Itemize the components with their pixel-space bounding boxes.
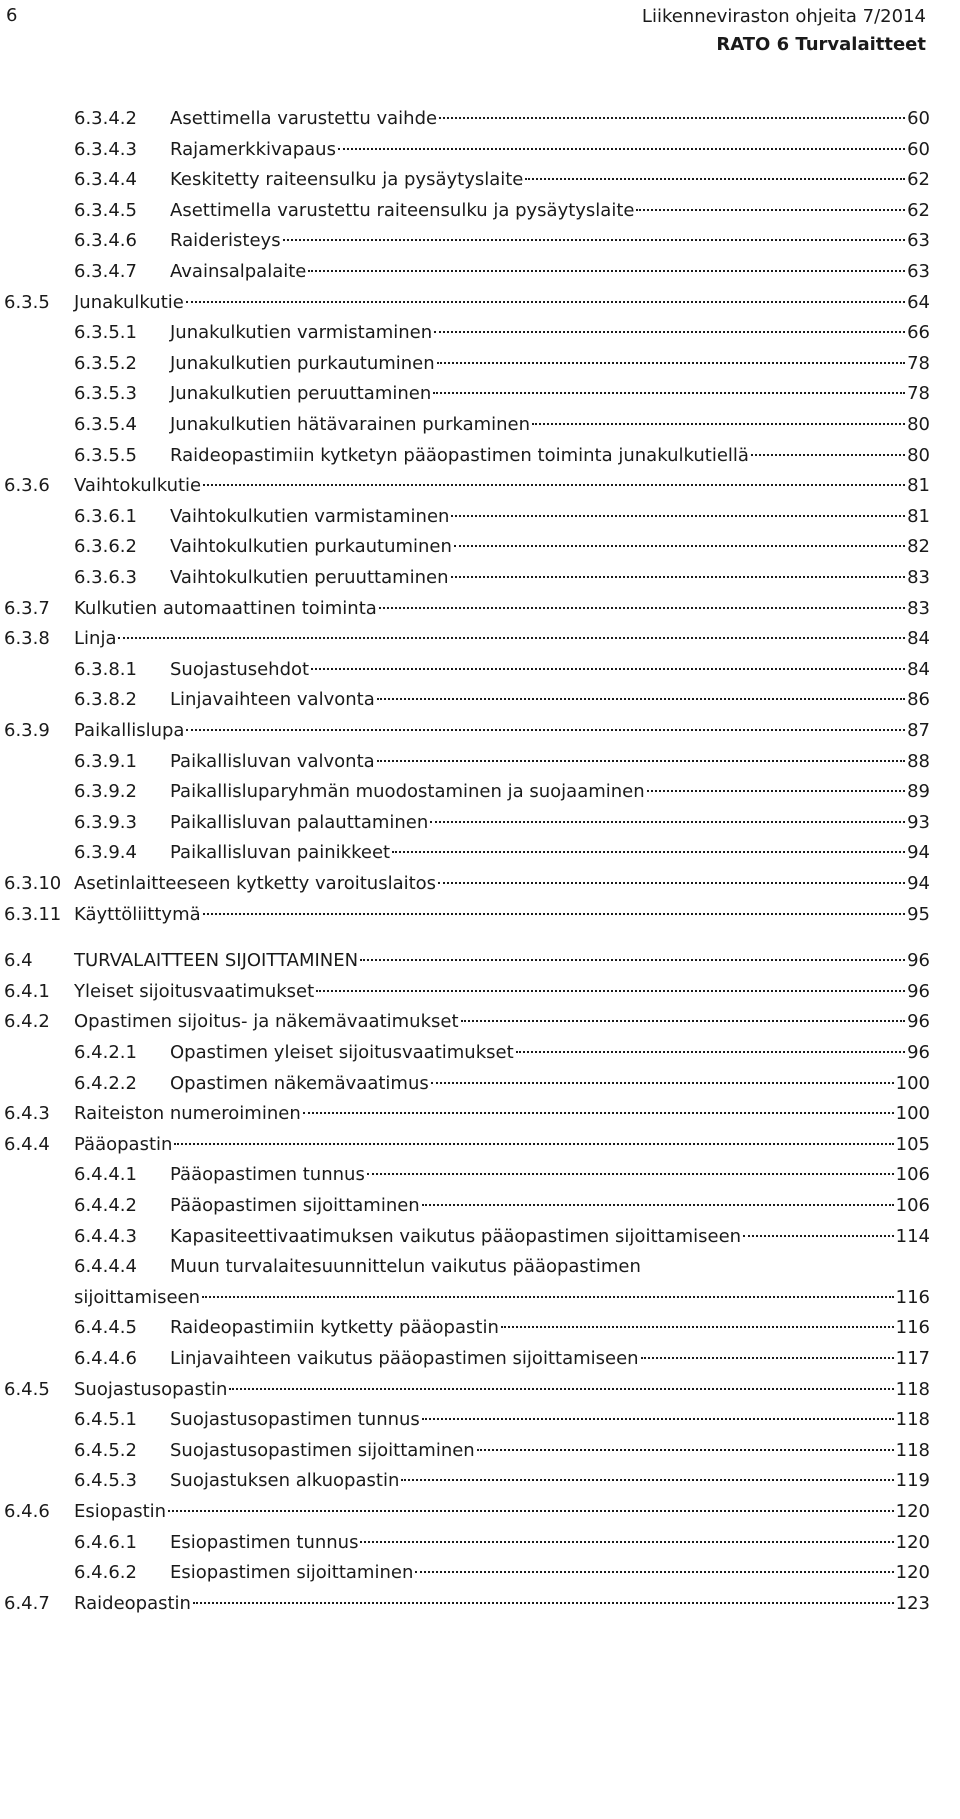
toc-entry[interactable] — [74, 1191, 930, 1221]
toc-number: 6.3.5.4 — [74, 414, 137, 435]
toc-number: 6.3.6.2 — [74, 536, 137, 558]
toc-number: 6.3.5.2 — [74, 352, 137, 374]
toc-number: 6.3.8 — [4, 628, 50, 650]
toc-leader-dots — [202, 1296, 894, 1298]
toc-leader-dots — [422, 1204, 894, 1206]
toc-leader-dots — [338, 148, 905, 150]
toc-leader-dots — [415, 1571, 893, 1573]
toc-leader-dots — [516, 1051, 905, 1053]
toc-number: 6.4.4.3 — [74, 1225, 137, 1247]
toc-page-number: 120 — [895, 1562, 930, 1584]
toc-number: 6.4.6 — [4, 1501, 50, 1522]
toc-leader-dots — [437, 362, 905, 364]
toc-entry[interactable] — [74, 502, 930, 532]
toc-leader-dots — [377, 760, 905, 762]
toc-title: Raiteiston numeroiminen — [74, 1103, 301, 1125]
toc-leader-dots — [203, 484, 905, 486]
toc-title: Keskitetty raiteensulku ja pysäytyslaite — [170, 169, 524, 191]
toc-page-number: 118 — [895, 1439, 930, 1461]
toc-number: 6.4.5 — [4, 1378, 50, 1400]
toc-title: Suojastusehdot — [170, 658, 310, 680]
toc-number: 6.4 — [4, 950, 33, 972]
toc-leader-dots — [401, 1479, 893, 1481]
toc-page-number: 96 — [907, 980, 930, 1002]
toc-number: 6.4.4.4 — [74, 1256, 137, 1278]
toc-number: 6.3.7 — [4, 597, 50, 619]
toc-title: Pääopastimen sijoittaminen — [170, 1195, 420, 1216]
toc-number: 6.4.3 — [4, 1103, 50, 1125]
toc-page-number: 83 — [907, 567, 930, 588]
toc-page-number: 81 — [907, 475, 930, 497]
toc-title: Suojastusopastimen tunnus — [170, 1409, 420, 1431]
toc-page-number: 123 — [895, 1592, 930, 1614]
toc-leader-dots — [311, 668, 905, 670]
toc-page-number: 89 — [907, 781, 930, 803]
toc-number: 6.4.4.6 — [74, 1348, 137, 1369]
toc-title: Esiopastimen tunnus — [170, 1531, 359, 1553]
toc-page-number: 60 — [907, 108, 930, 129]
toc-entry[interactable] — [4, 1375, 930, 1405]
toc-entry[interactable] — [74, 1222, 930, 1252]
toc-number: 6.3.9.2 — [74, 781, 137, 803]
toc-title: Raideopastin — [74, 1592, 191, 1614]
toc-title: Asetinlaitteeseen kytketty varoituslaitos — [74, 873, 437, 894]
toc-leader-dots — [168, 1510, 894, 1512]
toc-title: Vaihtokulkutien varmistaminen — [170, 505, 450, 527]
toc-title: Linjavaihteen vaikutus pääopastimen sijoittamiseen — [170, 1348, 639, 1369]
toc-number: 6.4.2.2 — [74, 1072, 137, 1094]
toc-leader-dots — [303, 1112, 894, 1114]
toc-number: 6.3.11 — [4, 903, 62, 925]
toc-entry[interactable] — [74, 349, 930, 379]
toc-number: 6.4.2.1 — [74, 1042, 137, 1063]
toc-leader-dots — [422, 1418, 894, 1420]
toc-title: Suojastusopastin — [74, 1378, 228, 1400]
toc-title: Raideristeys — [170, 230, 281, 252]
toc-number: 6.3.5.5 — [74, 444, 137, 466]
toc-title: Vaihtokulkutien peruuttaminen — [170, 567, 449, 588]
toc-title: Esiopastimen sijoittaminen — [170, 1562, 414, 1584]
toc-page-number: 94 — [907, 842, 930, 864]
toc-page-number: 100 — [895, 1103, 930, 1125]
toc-title: Muun turvalaitesuunnittelun vaikutus pääopastimen — [170, 1256, 641, 1278]
toc-title: Paikallisluvan palauttaminen — [170, 811, 429, 833]
toc-number: 6.3.5.1 — [74, 322, 137, 344]
toc-number: 6.3.9.3 — [74, 811, 137, 833]
toc-title: Vaihtokulkutien purkautuminen — [170, 536, 452, 558]
toc-title: Kulkutien automaattinen toiminta — [74, 597, 377, 619]
toc-leader-dots — [392, 851, 905, 853]
toc-entry[interactable] — [74, 1038, 930, 1068]
toc-page-number: 80 — [907, 414, 930, 435]
toc-entry[interactable] — [74, 226, 930, 256]
toc-title: Junakulkutie — [74, 291, 184, 313]
toc-title: Opastimen yleiset sijoitusvaatimukset — [170, 1042, 514, 1063]
page-number: 6 — [6, 5, 18, 26]
toc-number: 6.3.4.3 — [74, 138, 137, 160]
toc-entry[interactable] — [4, 977, 930, 1007]
toc-page-number: 93 — [907, 811, 930, 833]
toc-page-number: 96 — [907, 1011, 930, 1033]
toc-number: 6.3.6.1 — [74, 505, 137, 527]
toc-entry[interactable] — [4, 1497, 930, 1527]
toc-title: Opastimen sijoitus- ja näkemävaatimukset — [74, 1011, 459, 1033]
toc-leader-dots — [525, 178, 905, 180]
toc-page-number: 118 — [895, 1378, 930, 1400]
toc-number: 6.3.4.5 — [74, 199, 137, 221]
toc-number: 6.3.5.3 — [74, 383, 137, 405]
toc-title: Junakulkutien peruuttaminen — [170, 383, 432, 405]
toc-title: Paikallisluvan painikkeet — [170, 842, 391, 864]
toc-leader-dots — [118, 637, 905, 639]
toc-number: 6.3.4.4 — [74, 169, 137, 191]
toc-entry[interactable] — [74, 563, 930, 593]
toc-page-number: 64 — [907, 291, 930, 313]
toc-leader-dots — [360, 959, 905, 961]
toc-entry[interactable] — [74, 1466, 930, 1496]
toc-entry[interactable] — [74, 318, 930, 348]
toc-page-number: 116 — [895, 1317, 930, 1339]
toc-page-number: 86 — [907, 689, 930, 711]
toc-title: Kapasiteettivaatimuksen vaikutus pääopastimen sijoittamiseen — [170, 1225, 742, 1247]
toc-page-number: 87 — [907, 720, 930, 741]
toc-page-number: 120 — [895, 1501, 930, 1522]
toc-entry[interactable] — [74, 685, 930, 715]
toc-leader-dots — [751, 454, 905, 456]
toc-title: Suojastuksen alkuopastin — [170, 1470, 400, 1492]
toc-title: Yleiset sijoitusvaatimukset — [74, 980, 315, 1002]
toc-page-number: 105 — [895, 1133, 930, 1155]
toc-number: 6.4.4.5 — [74, 1317, 137, 1339]
toc-number: 6.4.2 — [4, 1011, 50, 1033]
toc-entry[interactable] — [4, 1099, 930, 1129]
toc-leader-dots — [451, 515, 905, 517]
publication-title: Liikenneviraston ohjeita 7/2014 — [641, 6, 926, 27]
toc-entry[interactable] — [4, 716, 930, 746]
toc-entry[interactable] — [4, 946, 930, 976]
toc-entry[interactable] — [74, 257, 930, 287]
toc-number: 6.4.7 — [4, 1592, 50, 1614]
toc-title: Raideopastimiin kytketty pääopastin — [170, 1317, 499, 1339]
toc-title: Esiopastin — [74, 1501, 167, 1522]
toc-title: Asettimella varustettu vaihde — [170, 108, 438, 129]
toc-leader-dots — [203, 913, 905, 915]
toc-entry[interactable] — [74, 104, 930, 134]
toc-page-number: 66 — [907, 322, 930, 344]
toc-leader-dots — [501, 1326, 894, 1328]
toc-leader-dots — [360, 1541, 893, 1543]
toc-page-number: 81 — [907, 505, 930, 527]
toc-page-number: 94 — [907, 873, 930, 894]
toc-entry[interactable] — [74, 1313, 930, 1343]
toc-number: 6.4.1 — [4, 980, 50, 1002]
toc-leader-dots — [641, 1357, 894, 1359]
toc-entry[interactable] — [74, 196, 930, 226]
toc-entry[interactable] — [74, 379, 930, 409]
toc-leader-dots — [430, 821, 905, 823]
toc-page-number: 78 — [907, 352, 930, 374]
toc-page-number: 96 — [907, 950, 930, 972]
toc-page-number: 106 — [895, 1164, 930, 1186]
toc-leader-dots — [743, 1235, 894, 1237]
toc-leader-dots — [532, 423, 905, 425]
toc-entry[interactable] — [74, 1558, 930, 1588]
toc-number: 6.3.9 — [4, 720, 50, 741]
toc-page-number: 84 — [907, 658, 930, 680]
toc-title: Paikallislupa — [74, 720, 185, 741]
toc-title: Paikallisluparyhmän muodostaminen ja suojaaminen — [170, 781, 645, 803]
toc-entry[interactable] — [74, 655, 930, 685]
toc-title: Pääopastin — [74, 1133, 173, 1155]
toc-entry[interactable] — [74, 1528, 930, 1558]
toc-entry[interactable] — [74, 838, 930, 868]
toc-entry[interactable] — [4, 471, 930, 501]
toc-page-number: 82 — [907, 536, 930, 558]
toc-entry[interactable] — [74, 1283, 930, 1313]
toc-title: Junakulkutien hätävarainen purkaminen — [170, 414, 531, 435]
toc-leader-dots — [461, 1020, 906, 1022]
toc-page-number: 118 — [895, 1409, 930, 1431]
toc-leader-dots — [186, 729, 905, 731]
toc-page-number: 117 — [895, 1348, 930, 1369]
toc-leader-dots — [454, 545, 905, 547]
toc-entry[interactable] — [74, 777, 930, 807]
toc-number: 6.4.4.2 — [74, 1195, 137, 1216]
toc-page-number: 78 — [907, 383, 930, 405]
toc-leader-dots — [283, 239, 906, 241]
toc-page-number: 120 — [895, 1531, 930, 1553]
toc-leader-dots — [316, 990, 905, 992]
toc-title: Pääopastimen tunnus — [170, 1164, 365, 1186]
toc-leader-dots — [377, 698, 905, 700]
toc-leader-dots — [174, 1143, 893, 1145]
toc-title: Asettimella varustettu raiteensulku ja pysäytyslaite — [170, 199, 635, 221]
page-header — [0, 0, 960, 60]
toc-number: 6.3.5 — [4, 291, 50, 313]
toc-entry[interactable] — [74, 1160, 930, 1190]
toc-entry[interactable] — [4, 288, 930, 318]
toc-page-number: 119 — [895, 1470, 930, 1492]
toc-number: 6.3.6.3 — [74, 567, 137, 588]
toc-leader-dots — [477, 1449, 894, 1451]
toc-title: Avainsalpalaite — [170, 261, 307, 282]
toc-leader-dots — [308, 270, 905, 272]
toc-number: 6.4.4.1 — [74, 1164, 137, 1186]
toc-number: 6.3.4.7 — [74, 261, 137, 282]
toc-entry[interactable] — [4, 1007, 930, 1037]
toc-entry[interactable] — [74, 441, 930, 471]
toc-title: Käyttöliittymä — [74, 903, 201, 925]
toc-title: Vaihtokulkutie — [74, 475, 202, 497]
toc-title: Opastimen näkemävaatimus — [170, 1072, 429, 1094]
toc-title: Rajamerkkivapaus — [170, 138, 336, 160]
toc-entry[interactable] — [4, 869, 930, 899]
toc-entry[interactable] — [4, 594, 930, 624]
toc-page-number: 60 — [907, 138, 930, 160]
toc-leader-dots — [229, 1388, 893, 1390]
toc-entry[interactable] — [4, 1130, 930, 1160]
toc-page-number: 63 — [907, 261, 930, 282]
toc-page-number: 116 — [895, 1286, 930, 1308]
toc-number: 6.3.6 — [4, 475, 50, 497]
toc-title: Linjavaihteen valvonta — [170, 689, 375, 711]
toc-number: 6.4.4 — [4, 1133, 50, 1155]
toc-number: 6.3.4.2 — [74, 108, 137, 129]
toc-number: 6.3.8.1 — [74, 658, 137, 680]
toc-entry[interactable] — [74, 532, 930, 562]
toc-leader-dots — [193, 1602, 894, 1604]
toc-leader-dots — [439, 117, 905, 119]
toc-title: Suojastusopastimen sijoittaminen — [170, 1439, 475, 1461]
toc-number: 6.4.5.3 — [74, 1470, 137, 1492]
toc-entry[interactable] — [74, 1252, 930, 1282]
toc-page-number: 114 — [895, 1225, 930, 1247]
toc-page-number: 80 — [907, 444, 930, 466]
toc-title: TURVALAITTEEN SIJOITTAMINEN — [74, 950, 359, 972]
toc-page-number: 83 — [907, 597, 930, 619]
document-title: RATO 6 Turvalaitteet — [716, 34, 926, 55]
toc-entry[interactable] — [4, 624, 930, 654]
toc-page-number: 88 — [907, 750, 930, 772]
toc-number: 6.3.9.1 — [74, 750, 137, 772]
toc-title: sijoittamiseen — [74, 1286, 201, 1308]
toc-entry[interactable] — [74, 1069, 930, 1099]
toc-page-number: 63 — [907, 230, 930, 252]
toc-title: Junakulkutien purkautuminen — [170, 352, 435, 374]
toc-number: 6.4.6.1 — [74, 1531, 137, 1553]
toc-leader-dots — [379, 607, 905, 609]
toc-number: 6.4.5.2 — [74, 1439, 137, 1461]
toc-leader-dots — [431, 1082, 894, 1084]
toc-entry[interactable] — [74, 808, 930, 838]
toc-entry[interactable] — [74, 1405, 930, 1435]
toc-entry[interactable] — [74, 1344, 930, 1374]
toc-leader-dots — [438, 882, 905, 884]
toc-page-number: 96 — [907, 1042, 930, 1063]
toc-entry[interactable] — [74, 165, 930, 195]
toc-leader-dots — [434, 331, 905, 333]
toc-title: Raideopastimiin kytketyn pääopastimen toiminta junakulkutiellä — [170, 444, 749, 466]
toc-page-number: 62 — [907, 199, 930, 221]
toc-title: Paikallisluvan valvonta — [170, 750, 375, 772]
toc-title: Junakulkutien varmistaminen — [170, 322, 433, 344]
toc-leader-dots — [433, 392, 905, 394]
toc-number: 6.3.8.2 — [74, 689, 137, 711]
toc-entry[interactable] — [74, 747, 930, 777]
toc-number: 6.4.5.1 — [74, 1409, 137, 1431]
toc-leader-dots — [451, 576, 906, 578]
toc-page-number: 106 — [895, 1195, 930, 1216]
toc-page-number: 62 — [907, 169, 930, 191]
toc-leader-dots — [636, 209, 905, 211]
toc-leader-dots — [186, 301, 905, 303]
toc-page-number: 95 — [907, 903, 930, 925]
toc-page-number: 84 — [907, 628, 930, 650]
toc-entry[interactable] — [4, 900, 930, 930]
toc-entry[interactable] — [74, 410, 930, 440]
toc-leader-dots — [647, 790, 905, 792]
toc-leader-dots — [367, 1173, 894, 1175]
toc-entry[interactable] — [74, 1436, 930, 1466]
toc-number: 6.3.4.6 — [74, 230, 137, 252]
toc-number: 6.4.6.2 — [74, 1562, 137, 1584]
toc-number: 6.3.9.4 — [74, 842, 137, 864]
toc-title: Linja — [74, 628, 117, 650]
toc-entry[interactable] — [4, 1589, 930, 1619]
toc-entry[interactable] — [74, 135, 930, 165]
toc-page-number: 100 — [895, 1072, 930, 1094]
toc-number: 6.3.10 — [4, 873, 62, 894]
